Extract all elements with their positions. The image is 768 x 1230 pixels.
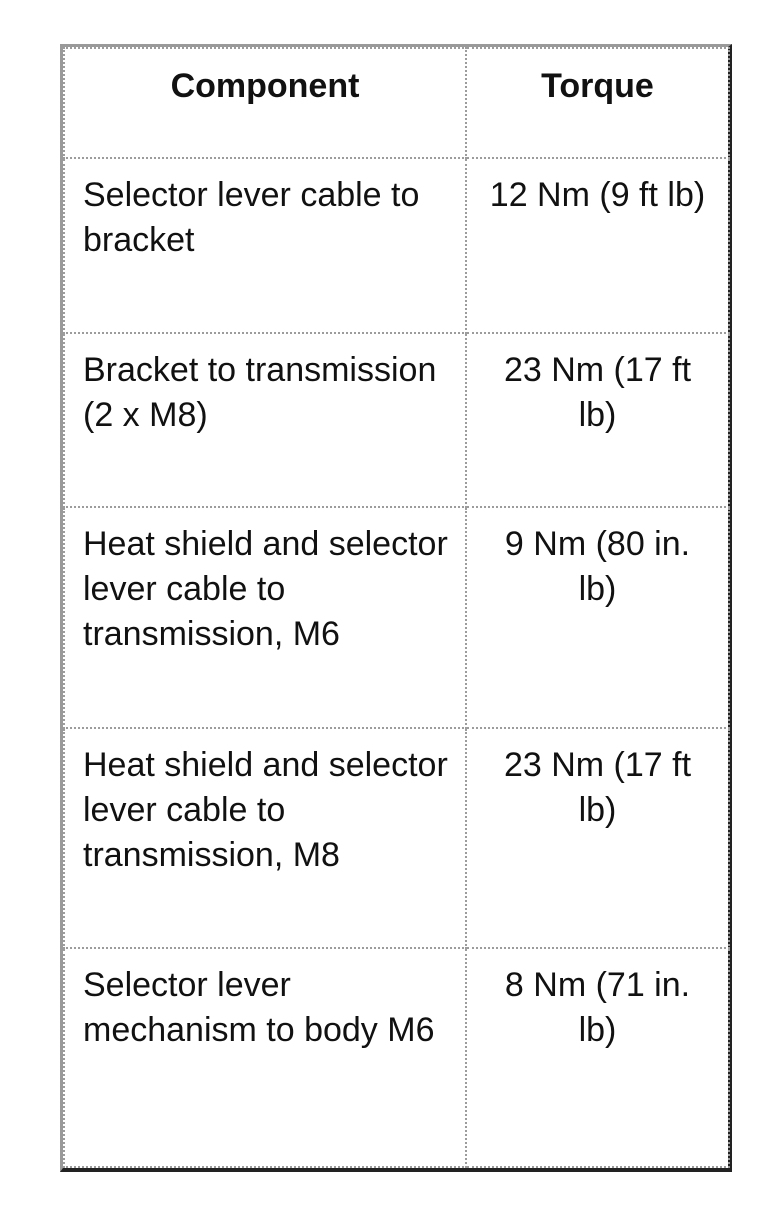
torque-table [63,47,730,1168]
component-cell: Bracket to transmission (2 x M8) [64,333,466,508]
torque-table-container [60,44,732,1172]
torque-cell: 8 Nm (71 in. lb) [466,948,729,1167]
torque-cell: 12 Nm (9 ft lb) [466,158,729,333]
torque-cell: 9 Nm (80 in. lb) [466,507,729,728]
table-row [64,728,729,947]
header-row [64,48,729,158]
table-row [64,158,729,333]
torque-cell: 23 Nm (17 ft lb) [466,333,729,508]
header-torque: Torque [466,48,729,158]
component-cell: Selector lever mechanism to body M6 [64,948,466,1167]
table-row [64,948,729,1167]
table-row [64,507,729,728]
component-cell: Selector lever cable to bracket [64,158,466,333]
component-cell: Heat shield and selector lever cable to transmission, M6 [64,507,466,728]
torque-cell: 23 Nm (17 ft lb) [466,728,729,947]
header-component: Component [64,48,466,158]
component-cell: Heat shield and selector lever cable to transmission, M8 [64,728,466,947]
table-row [64,333,729,508]
